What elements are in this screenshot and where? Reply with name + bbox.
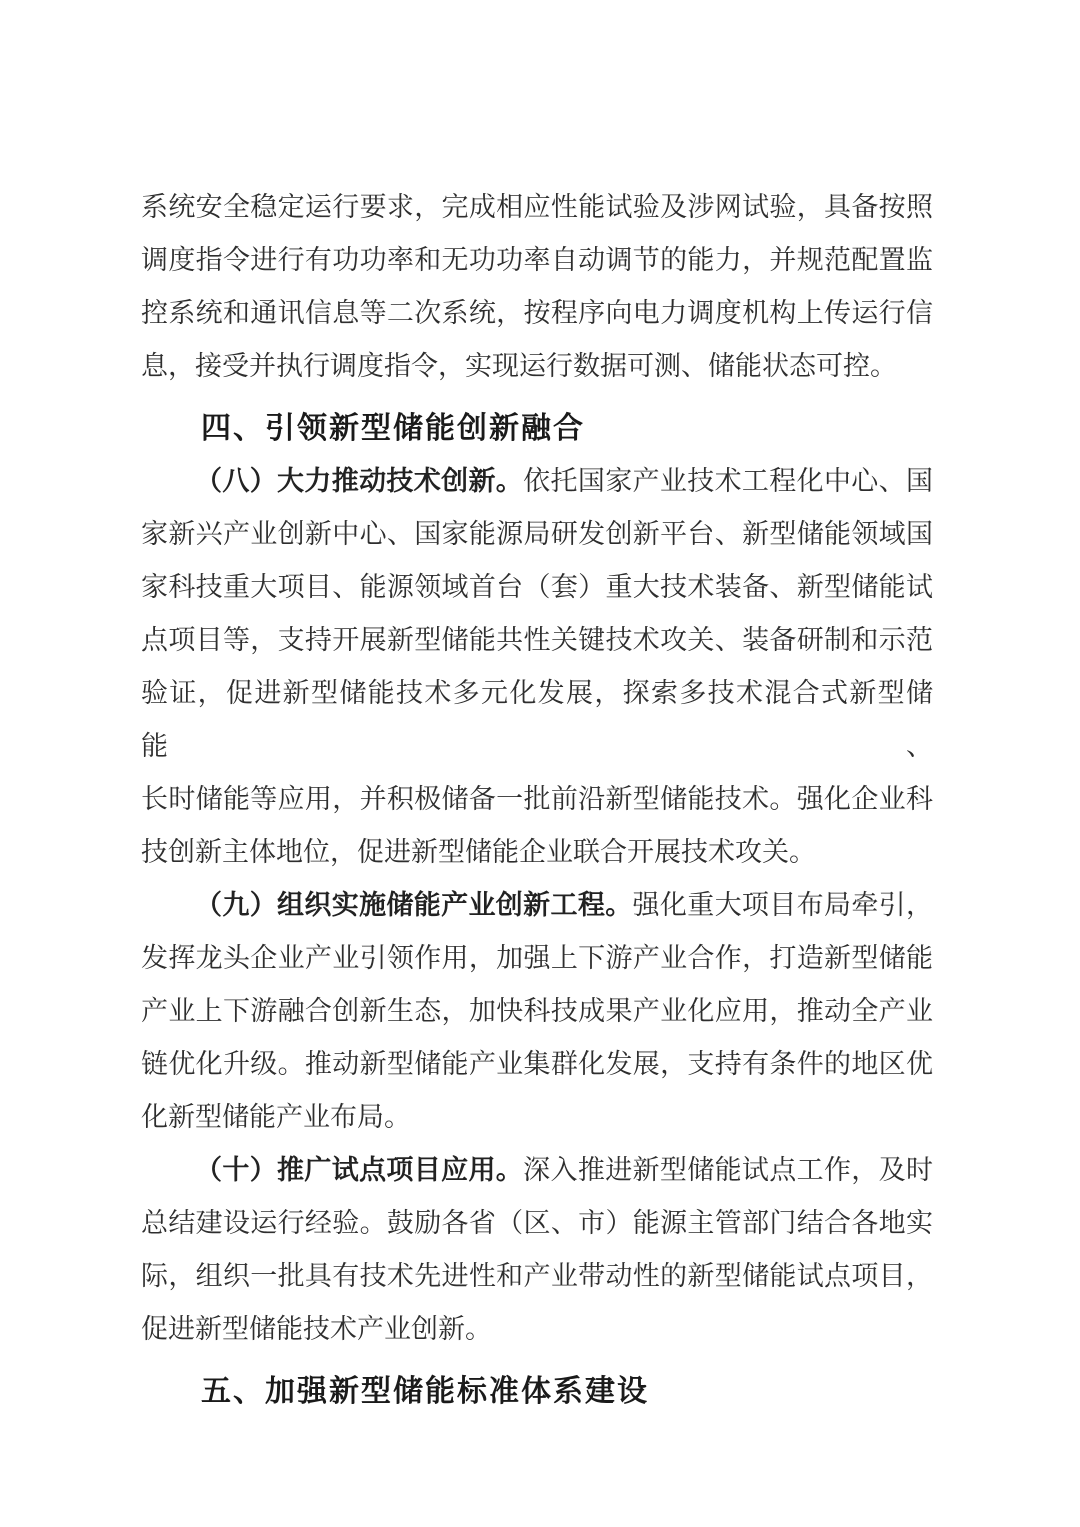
line-text: 际，组织一批具有技术先进性和产业带动性的新型储能试点项目，	[141, 1261, 933, 1291]
line-text: 四、引领新型储能创新融合	[201, 412, 585, 445]
text-line	[141, 826, 933, 879]
text-line	[141, 1144, 933, 1197]
line-text: 产业上下游融合创新生态，加快科技成果产业化应用，推动全产业	[141, 996, 933, 1026]
line-text: 点项目等，支持开展新型储能共性关键技术攻关、装备研制和示范	[141, 625, 933, 655]
text-line	[141, 340, 933, 393]
line-text: 长时储能等应用，并积极储备一批前沿新型储能技术。强化企业科	[141, 784, 933, 814]
line-text: 家科技重大项目、能源领域首台（套）重大技术装备、新型储能试	[141, 572, 933, 602]
line-text: 调度指令进行有功功率和无功功率自动调节的能力，并规范配置监	[141, 245, 933, 275]
line-text: 化新型储能产业布局。	[141, 1102, 411, 1132]
text-line	[141, 181, 933, 234]
section-heading	[141, 402, 933, 455]
line-text: 深入推进新型储能试点工作，及时	[523, 1155, 934, 1185]
text-line	[141, 287, 933, 340]
text-line	[141, 985, 933, 1038]
text-line	[141, 1250, 933, 1303]
line-text: 技创新主体地位，促进新型储能企业联合开展技术攻关。	[141, 837, 816, 867]
text-line	[141, 667, 933, 773]
text-line	[141, 1038, 933, 1091]
lead-in-emphasis: （十）推广试点项目应用。	[195, 1155, 524, 1185]
line-text: 控系统和通讯信息等二次系统，按程序向电力调度机构上传运行信	[141, 298, 933, 328]
text-line	[141, 614, 933, 667]
text-line	[141, 234, 933, 287]
line-text: 息，接受并执行调度指令，实现运行数据可测、储能状态可控。	[141, 351, 897, 381]
lead-in-emphasis: （八）大力推动技术创新。	[195, 466, 524, 496]
text-line	[141, 508, 933, 561]
line-text: 发挥龙头企业产业引领作用，加强上下游产业合作，打造新型储能	[141, 943, 933, 973]
text-line	[141, 561, 933, 614]
line-text: 总结建设运行经验。鼓励各省（区、市）能源主管部门结合各地实	[141, 1208, 933, 1238]
line-text: 依托国家产业技术工程化中心、国	[523, 466, 934, 496]
line-text: 链优化升级。推动新型储能产业集群化发展，支持有条件的地区优	[141, 1049, 933, 1079]
text-line	[141, 932, 933, 985]
text-line	[141, 879, 933, 932]
text-line	[141, 455, 933, 508]
text-line	[141, 1303, 933, 1356]
text-line	[141, 773, 933, 826]
line-text: 验证，促进新型储能技术多元化发展，探索多技术混合式新型储能、	[141, 678, 933, 761]
line-text: 促进新型储能技术产业创新。	[141, 1314, 492, 1344]
line-text: 五、加强新型储能标准体系建设	[201, 1375, 649, 1408]
line-text: 强化重大项目布局牵引，	[632, 890, 934, 920]
line-text: 家新兴产业创新中心、国家能源局研发创新平台、新型储能领域国	[141, 519, 933, 549]
text-line	[141, 1197, 933, 1250]
section-heading	[141, 1365, 933, 1418]
lead-in-emphasis: （九）组织实施储能产业创新工程。	[195, 890, 633, 920]
line-text: 系统安全稳定运行要求，完成相应性能试验及涉网试验，具备按照	[141, 192, 933, 222]
text-line	[141, 1091, 933, 1144]
